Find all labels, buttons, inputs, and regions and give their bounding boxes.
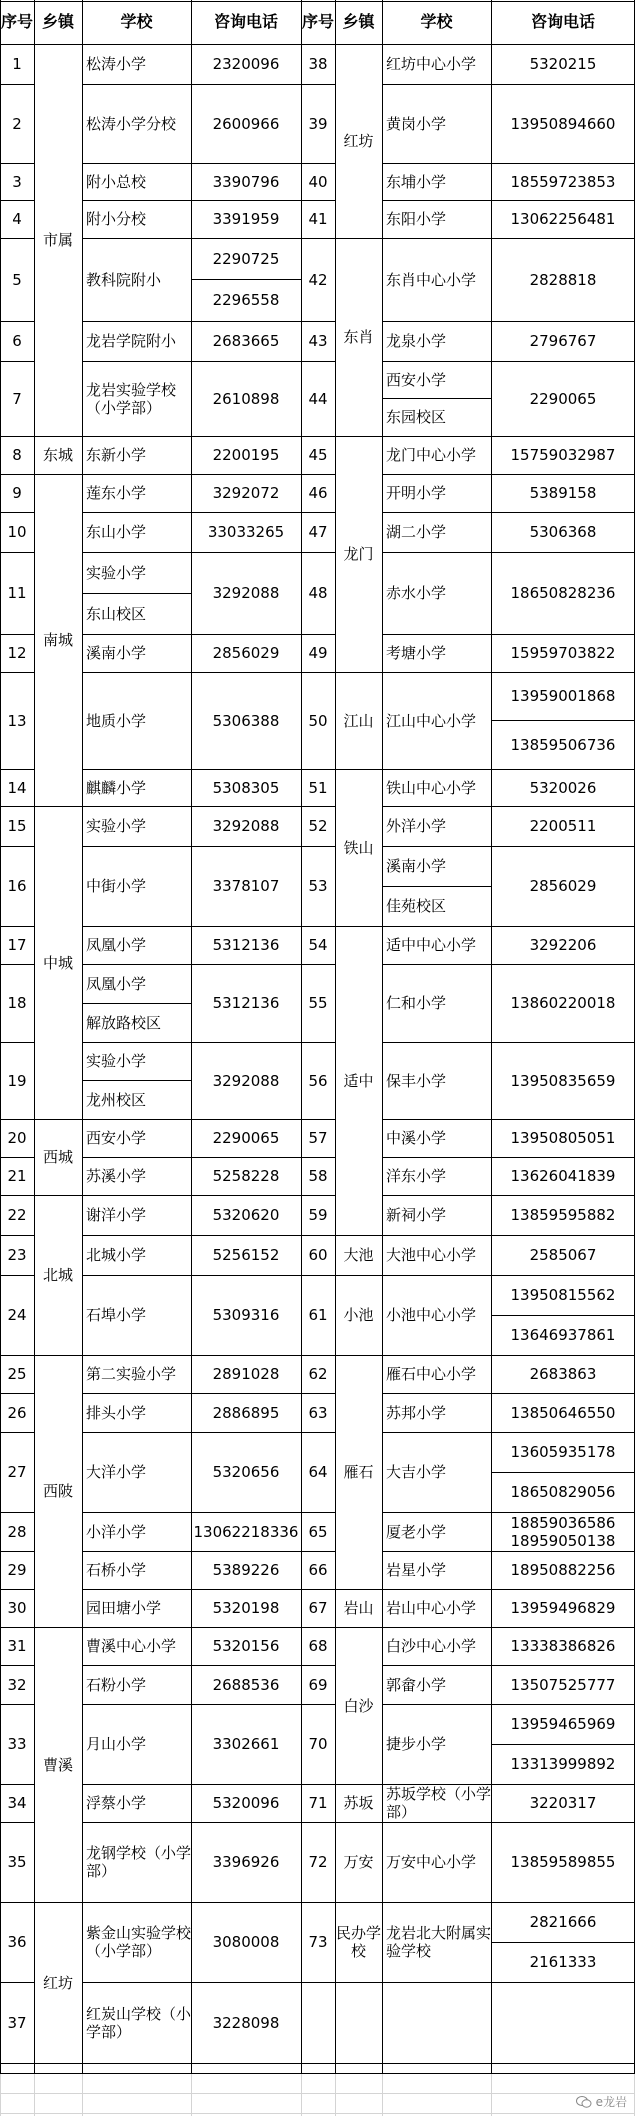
wechat-bubble-icon [576,2095,592,2109]
phone-number: 3292206 [529,936,597,954]
seq-number: 69 [308,1675,328,1694]
phone-number: 13062218336 [193,1522,299,1541]
phone-number: 5320156 [212,1637,280,1655]
school-name: 月山小学 [86,1735,147,1753]
phone-number: 5306368 [529,523,597,541]
school-name: 松涛小学分校 [86,114,177,133]
sheet-gridline [382,2073,383,2116]
school-name: 大洋小学 [86,1463,147,1481]
seq-number: 27 [7,1463,27,1481]
phone-number: 5256152 [212,1246,280,1264]
table-bottom-rule [0,2073,635,2074]
school-name: 龙岩实验学校（小学部） [86,380,177,417]
table-h-rule [82,1003,191,1004]
school-name: 铁山中心小学 [386,778,477,797]
seq-number: 66 [308,1561,328,1579]
seq-number: 29 [7,1561,27,1579]
table-h-rule [335,1982,382,1983]
phone-number: 18559723853 [510,172,616,191]
seq-number: 17 [7,936,27,954]
town-name: 大池 [343,1246,374,1264]
school-name: 中街小学 [86,877,147,895]
school-name: 谢洋小学 [86,1206,147,1224]
table-h-rule [191,279,301,280]
seq-number: 52 [308,817,328,835]
town-name: 西陂 [42,1482,73,1500]
phone-number: 18650829056 [510,1483,616,1501]
seq-number: 49 [308,644,328,662]
school-name: 保丰小学 [386,1071,447,1090]
phone-number: 5312136 [212,994,280,1012]
phone-number: 2161333 [529,1953,597,1971]
seq-number: 67 [308,1599,328,1617]
phone-number: 13859595882 [510,1206,616,1224]
seq-number: 30 [7,1599,27,1617]
school-name: 紫金山实验学校（小学部） [86,1924,191,1960]
seq-number: 14 [7,778,27,797]
phone-number: 3378107 [212,877,280,895]
seq-number: 58 [308,1167,328,1185]
table-h-rule [301,1982,335,1983]
phone-number: 3292088 [212,817,280,835]
phone-number: 13950805051 [510,1129,616,1147]
town-name: 雁石 [343,1463,374,1481]
seq-number: 8 [12,446,22,464]
seq-number: 60 [308,1246,328,1264]
sheet-gridline [0,2073,1,2116]
seq-number: 10 [7,523,27,541]
phone-number: 13338386826 [510,1637,616,1655]
seq-number: 26 [7,1403,27,1422]
watermark [576,2093,627,2110]
school-name: 岩山中心小学 [386,1599,477,1617]
school-name: 苏溪小学 [86,1167,147,1185]
town-name: 曹溪 [42,1755,73,1774]
phone-number: 2891028 [212,1365,280,1383]
town-name: 市属 [42,231,73,249]
phone-number: 3228098 [212,2013,280,2032]
phone-number: 13859589855 [510,1853,616,1871]
school-name: 苏坂学校（小学部） [386,1785,491,1821]
seq-number: 2 [12,114,22,133]
seq-number: 22 [7,1206,27,1224]
seq-number: 7 [12,389,22,408]
phone-number: 13605935178 [510,1443,616,1461]
phone-number: 33033265 [207,523,285,541]
school-name: 麒麟小学 [86,778,147,797]
phone-number: 13507525777 [510,1675,616,1694]
town-name: 红坊 [343,132,374,150]
seq-number: 36 [7,1933,27,1951]
column-header: 乡镇 [342,12,375,31]
seq-number: 3 [12,172,22,191]
seq-number: 21 [7,1167,27,1185]
sheet-gridline [301,2073,302,2116]
phone-number: 5309316 [212,1306,280,1324]
school-name: 捷步小学 [386,1735,447,1753]
phone-number: 2320096 [212,55,280,73]
seq-number: 59 [308,1206,328,1224]
town-name: 民办学校 [335,1924,381,1960]
phone-number: 18950882256 [510,1561,616,1579]
seq-number: 18 [7,994,27,1012]
seq-number: 23 [7,1246,27,1264]
seq-number: 72 [308,1853,328,1871]
seq-number: 15 [7,817,27,835]
school-name: 适中中心小学 [386,936,477,954]
seq-number: 9 [12,484,22,502]
phone-number: 2290065 [212,1129,280,1147]
seq-number: 65 [308,1522,328,1541]
school-name: 凤凰小学 [86,974,147,993]
phone-number: 3080008 [212,1933,280,1951]
table-h-rule [82,1080,191,1081]
table-h-rule [82,593,191,594]
school-name: 龙钢学校（小学部） [86,1844,191,1880]
town-name: 铁山 [343,838,374,857]
school-name: 园田塘小学 [86,1599,162,1617]
column-header: 序号 [301,12,334,31]
phone-number: 5320620 [212,1206,280,1224]
town-name: 江山 [343,711,374,730]
school-name: 溪南小学 [86,644,147,662]
table-h-rule [491,1942,635,1943]
phone-number: 5320215 [529,55,597,73]
table-h-rule [34,2063,82,2064]
table-h-rule [382,398,491,399]
phone-number: 5312136 [212,936,280,954]
phone-number: 3391959 [212,210,280,228]
phone-number: 5258228 [212,1167,280,1185]
phone-number: 2856029 [212,644,280,662]
table-top-rule [0,1,635,2]
school-name: 江山中心小学 [386,711,477,730]
school-name: 考塘小学 [386,644,447,662]
school-name: 东山校区 [86,604,147,623]
town-name: 适中 [343,1071,374,1090]
school-name: 龙岩北大附属实验学校 [386,1924,491,1960]
school-name: 苏邦小学 [386,1403,447,1422]
column-header: 咨询电话 [213,12,278,31]
school-name: 龙岩学院附小 [86,332,177,350]
seq-number: 62 [308,1365,328,1383]
seq-number: 34 [7,1794,27,1812]
seq-number: 57 [308,1129,328,1147]
sheet-gridline [491,2073,492,2116]
phone-number: 13959496829 [510,1599,616,1617]
seq-number: 31 [7,1637,27,1655]
seq-number: 42 [308,270,328,289]
school-name: 佳苑校区 [386,897,447,915]
seq-number: 5 [12,270,22,289]
phone-number: 5306388 [212,711,280,730]
table-h-rule [491,1315,635,1316]
seq-number: 24 [7,1306,27,1324]
school-name: 龙泉小学 [386,332,447,350]
seq-number: 6 [12,332,22,350]
school-name: 实验小学 [86,563,147,582]
school-name: 东阳小学 [386,210,447,228]
school-name: 仁和小学 [386,994,447,1012]
watermark-text: e龙岩 [595,2095,627,2109]
phone-number: 2200511 [529,817,597,835]
seq-number: 43 [308,332,328,350]
phone-number: 2290725 [212,249,280,268]
phone-number: 13959465969 [510,1715,616,1733]
school-name: 万安中心小学 [386,1853,477,1871]
school-name: 赤水小学 [386,584,447,602]
column-header: 乡镇 [41,12,74,31]
phone-number: 5320096 [212,1794,280,1812]
school-name: 新祠小学 [386,1206,447,1224]
column-header: 学校 [420,12,453,31]
phone-number: 13950815562 [510,1286,616,1304]
phone-number: 3292088 [212,584,280,602]
phone-number: 13313999892 [510,1755,616,1773]
table-h-rule [382,886,491,887]
school-name: 东园校区 [386,408,447,427]
seq-number: 50 [308,711,328,730]
seq-number: 28 [7,1522,27,1541]
school-name: 龙州校区 [86,1090,147,1109]
school-name: 东埔小学 [386,172,447,191]
school-name: 西安小学 [386,370,447,389]
sheet-gridline [82,2073,83,2116]
school-name: 附小分校 [86,210,147,228]
phone-number: 13646937861 [510,1326,616,1344]
seq-number: 48 [308,584,328,602]
school-name: 凤凰小学 [86,936,147,954]
seq-number: 44 [308,389,328,408]
seq-number: 71 [308,1794,328,1812]
seq-number: 35 [7,1853,27,1871]
school-name: 红坊中心小学 [386,55,477,73]
school-name: 溪南小学 [386,857,447,875]
phone-number: 5320198 [212,1599,280,1617]
school-name: 实验小学 [86,1052,147,1071]
school-name: 解放路校区 [86,1013,162,1032]
school-name: 西安小学 [86,1129,147,1147]
school-name: 黄岗小学 [386,114,447,133]
seq-number: 20 [7,1129,27,1147]
phone-number: 5320656 [212,1463,280,1481]
phone-number: 2828818 [529,270,597,289]
school-name: 东新小学 [86,446,147,464]
table-h-rule [0,2063,34,2064]
phone-number: 3292072 [212,484,280,502]
school-name: 浮蔡小学 [86,1794,147,1812]
town-name: 万安 [343,1853,374,1871]
town-name: 中城 [42,953,73,972]
seq-number: 47 [308,523,328,541]
sheet-gridline [0,2113,635,2114]
seq-number: 4 [12,210,22,228]
phone-number: 2600966 [212,114,280,133]
seq-number: 61 [308,1306,328,1324]
phone-number: 5389158 [529,484,597,502]
sheet-gridline [191,2073,192,2116]
seq-number: 56 [308,1071,328,1090]
seq-number: 70 [308,1735,328,1753]
phone-number: 3396926 [212,1853,280,1871]
school-name: 中溪小学 [386,1129,447,1147]
school-name: 附小总校 [86,172,147,191]
town-name: 苏坂 [343,1794,374,1812]
school-name: 开明小学 [386,484,447,502]
table-h-rule [491,1472,635,1473]
phone-number: 2610898 [212,389,280,408]
sheet-gridline [34,2073,35,2116]
phone-number: 18859036586 18959050138 [510,1513,616,1550]
phone-number: 2290065 [529,389,597,408]
phone-number: 2856029 [529,877,597,895]
school-name: 外洋小学 [386,817,447,835]
school-name: 雁石中心小学 [386,1365,477,1383]
seq-number: 1 [12,55,22,73]
sheet-gridline [335,2073,336,2116]
phone-number: 2585067 [529,1246,597,1264]
seq-number: 64 [308,1463,328,1481]
phone-number: 15759032987 [510,446,616,464]
school-name: 石埠小学 [86,1306,147,1324]
seq-number: 73 [308,1933,328,1951]
seq-number: 19 [7,1071,27,1090]
seq-number: 68 [308,1637,328,1655]
school-name: 曹溪中心小学 [86,1637,177,1655]
column-header: 序号 [0,12,33,31]
school-name: 东肖中心小学 [386,270,477,289]
phone-number: 15959703822 [510,644,616,662]
school-name: 湖二小学 [386,523,447,541]
seq-number: 41 [308,210,328,228]
seq-number: 39 [308,114,328,133]
town-name: 白沙 [343,1696,374,1715]
seq-number: 16 [7,877,27,895]
column-header: 咨询电话 [530,12,595,31]
seq-number: 54 [308,936,328,954]
school-name: 地质小学 [86,711,147,730]
phone-number: 3390796 [212,172,280,191]
school-name: 郭畲小学 [386,1675,447,1694]
seq-number: 37 [7,2013,27,2032]
school-name: 小洋小学 [86,1522,147,1541]
phone-number: 13950894660 [510,114,616,133]
town-name: 红坊 [42,1973,73,1992]
school-name: 石桥小学 [86,1561,147,1579]
seq-number: 63 [308,1403,328,1422]
school-name: 红炭山学校（小学部） [86,2004,191,2041]
school-name: 排头小学 [86,1403,147,1422]
school-name: 松涛小学 [86,55,147,73]
phone-number: 5308305 [212,778,280,797]
seq-number: 13 [7,711,27,730]
table-h-rule [491,720,635,721]
phone-number: 5320026 [529,778,597,797]
school-name: 大池中心小学 [386,1246,477,1264]
seq-number: 12 [7,644,27,662]
school-name: 岩星小学 [386,1561,447,1579]
phone-number: 3302661 [212,1735,280,1753]
school-name: 实验小学 [86,817,147,835]
phone-number: 2821666 [529,1913,597,1931]
town-name: 南城 [42,631,73,649]
seq-number: 40 [308,172,328,191]
town-name: 东肖 [343,328,374,346]
phone-number: 13860220018 [510,994,616,1012]
seq-number: 46 [308,484,328,502]
school-name: 教科院附小 [86,270,162,289]
school-name: 第二实验小学 [86,1365,177,1383]
school-name: 厦老小学 [386,1522,447,1541]
seq-number: 32 [7,1675,27,1694]
phone-number: 13859506736 [510,735,616,754]
column-header: 学校 [120,12,153,31]
table-h-rule [491,1744,635,1745]
school-name: 洋东小学 [386,1167,447,1185]
seq-number: 33 [7,1735,27,1753]
town-name: 龙门 [343,545,374,563]
seq-number: 51 [308,778,328,797]
phone-number: 13959001868 [510,687,616,706]
phone-number: 13062256481 [510,210,616,228]
town-name: 岩山 [343,1599,374,1617]
school-name: 大吉小学 [386,1463,447,1481]
table-h-rule [301,2063,635,2064]
phone-number: 2688536 [212,1675,280,1694]
town-name: 北城 [42,1266,73,1284]
phone-number: 2683665 [212,332,280,350]
phone-number: 5389226 [212,1561,280,1579]
seq-number: 38 [308,55,328,73]
phone-number: 3220317 [529,1794,597,1812]
phone-number: 2683863 [529,1365,597,1383]
phone-number: 13850646550 [510,1403,616,1422]
school-name: 东山小学 [86,523,147,541]
school-name: 白沙中心小学 [386,1637,477,1655]
sheet-gridline [0,2093,635,2094]
phone-number: 2200195 [212,446,280,464]
school-name: 莲东小学 [86,484,147,502]
phone-number: 18650828236 [510,584,616,602]
phone-number: 3292088 [212,1071,280,1090]
school-name: 龙门中心小学 [386,446,477,464]
phone-number: 13950835659 [510,1071,616,1090]
phone-number: 2886895 [212,1403,280,1422]
school-name: 石粉小学 [86,1675,147,1694]
town-name: 小池 [343,1306,374,1324]
school-name: 北城小学 [86,1246,147,1264]
school-name: 小池中心小学 [386,1306,477,1324]
phone-number: 13626041839 [510,1167,616,1185]
seq-number: 45 [308,446,328,464]
seq-number: 55 [308,994,328,1012]
seq-number: 11 [7,584,27,602]
phone-number: 2296558 [212,291,280,310]
town-name: 东城 [42,446,73,464]
town-name: 西城 [42,1148,73,1166]
seq-number: 53 [308,877,328,895]
phone-number: 2796767 [529,332,597,350]
seq-number: 25 [7,1365,27,1383]
